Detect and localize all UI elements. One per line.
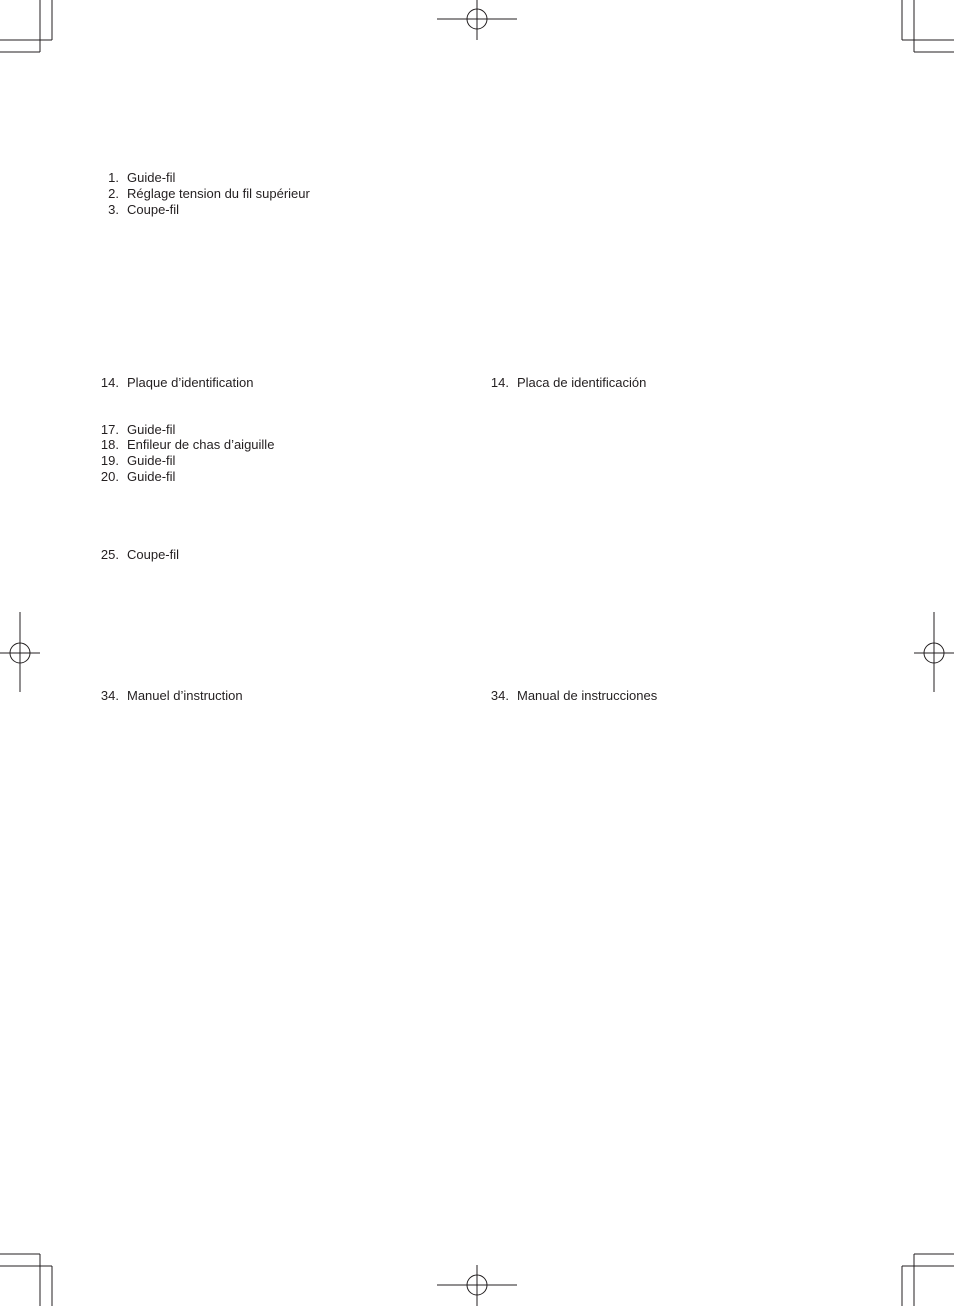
item-label: Guide-fil xyxy=(127,469,176,484)
registration-mark-left xyxy=(0,612,40,692)
item-number: 3. xyxy=(108,202,119,217)
item-number: 18. xyxy=(100,437,119,452)
list-item xyxy=(100,437,275,453)
registration-mark-bottom xyxy=(437,1265,517,1306)
item-label: Enfileur de chas d’aiguille xyxy=(127,437,275,452)
item-number: 2. xyxy=(108,186,119,201)
list-item xyxy=(490,375,647,391)
list-item xyxy=(100,375,254,391)
list-item xyxy=(108,170,176,186)
list-item xyxy=(100,469,176,485)
list-item xyxy=(100,547,180,563)
item-number: 19. xyxy=(100,453,119,468)
item-number: 20. xyxy=(100,469,119,484)
list-item xyxy=(108,186,310,202)
crop-mark-bottom-right xyxy=(902,1254,954,1306)
registration-mark-top xyxy=(437,0,517,40)
list-item xyxy=(100,453,176,469)
item-number: 34. xyxy=(100,688,119,703)
item-label: Coupe-fil xyxy=(127,202,180,217)
crop-mark-top-right xyxy=(902,0,954,52)
item-label: Placa de identificación xyxy=(517,375,647,390)
item-number: 14. xyxy=(100,375,119,390)
item-number: 34. xyxy=(490,688,509,703)
item-number: 25. xyxy=(100,547,119,562)
registration-mark-right xyxy=(914,612,954,692)
item-label: Coupe-fil xyxy=(127,547,180,562)
crop-mark-bottom-left xyxy=(0,1254,52,1306)
item-label: Réglage tension du fil supérieur xyxy=(127,186,310,201)
list-item xyxy=(490,688,658,704)
list-item xyxy=(100,688,243,704)
list-item xyxy=(108,202,180,218)
item-label: Guide-fil xyxy=(127,170,176,185)
crop-mark-top-left xyxy=(0,0,52,52)
item-label: Manual de instrucciones xyxy=(517,688,658,703)
item-label: Guide-fil xyxy=(127,422,176,437)
item-number: 1. xyxy=(108,170,119,185)
item-label: Manuel d’instruction xyxy=(127,688,243,703)
list-item xyxy=(100,422,176,438)
item-number: 14. xyxy=(490,375,509,390)
item-label: Plaque d’identification xyxy=(127,375,254,390)
item-label: Guide-fil xyxy=(127,453,176,468)
item-number: 17. xyxy=(100,422,119,437)
